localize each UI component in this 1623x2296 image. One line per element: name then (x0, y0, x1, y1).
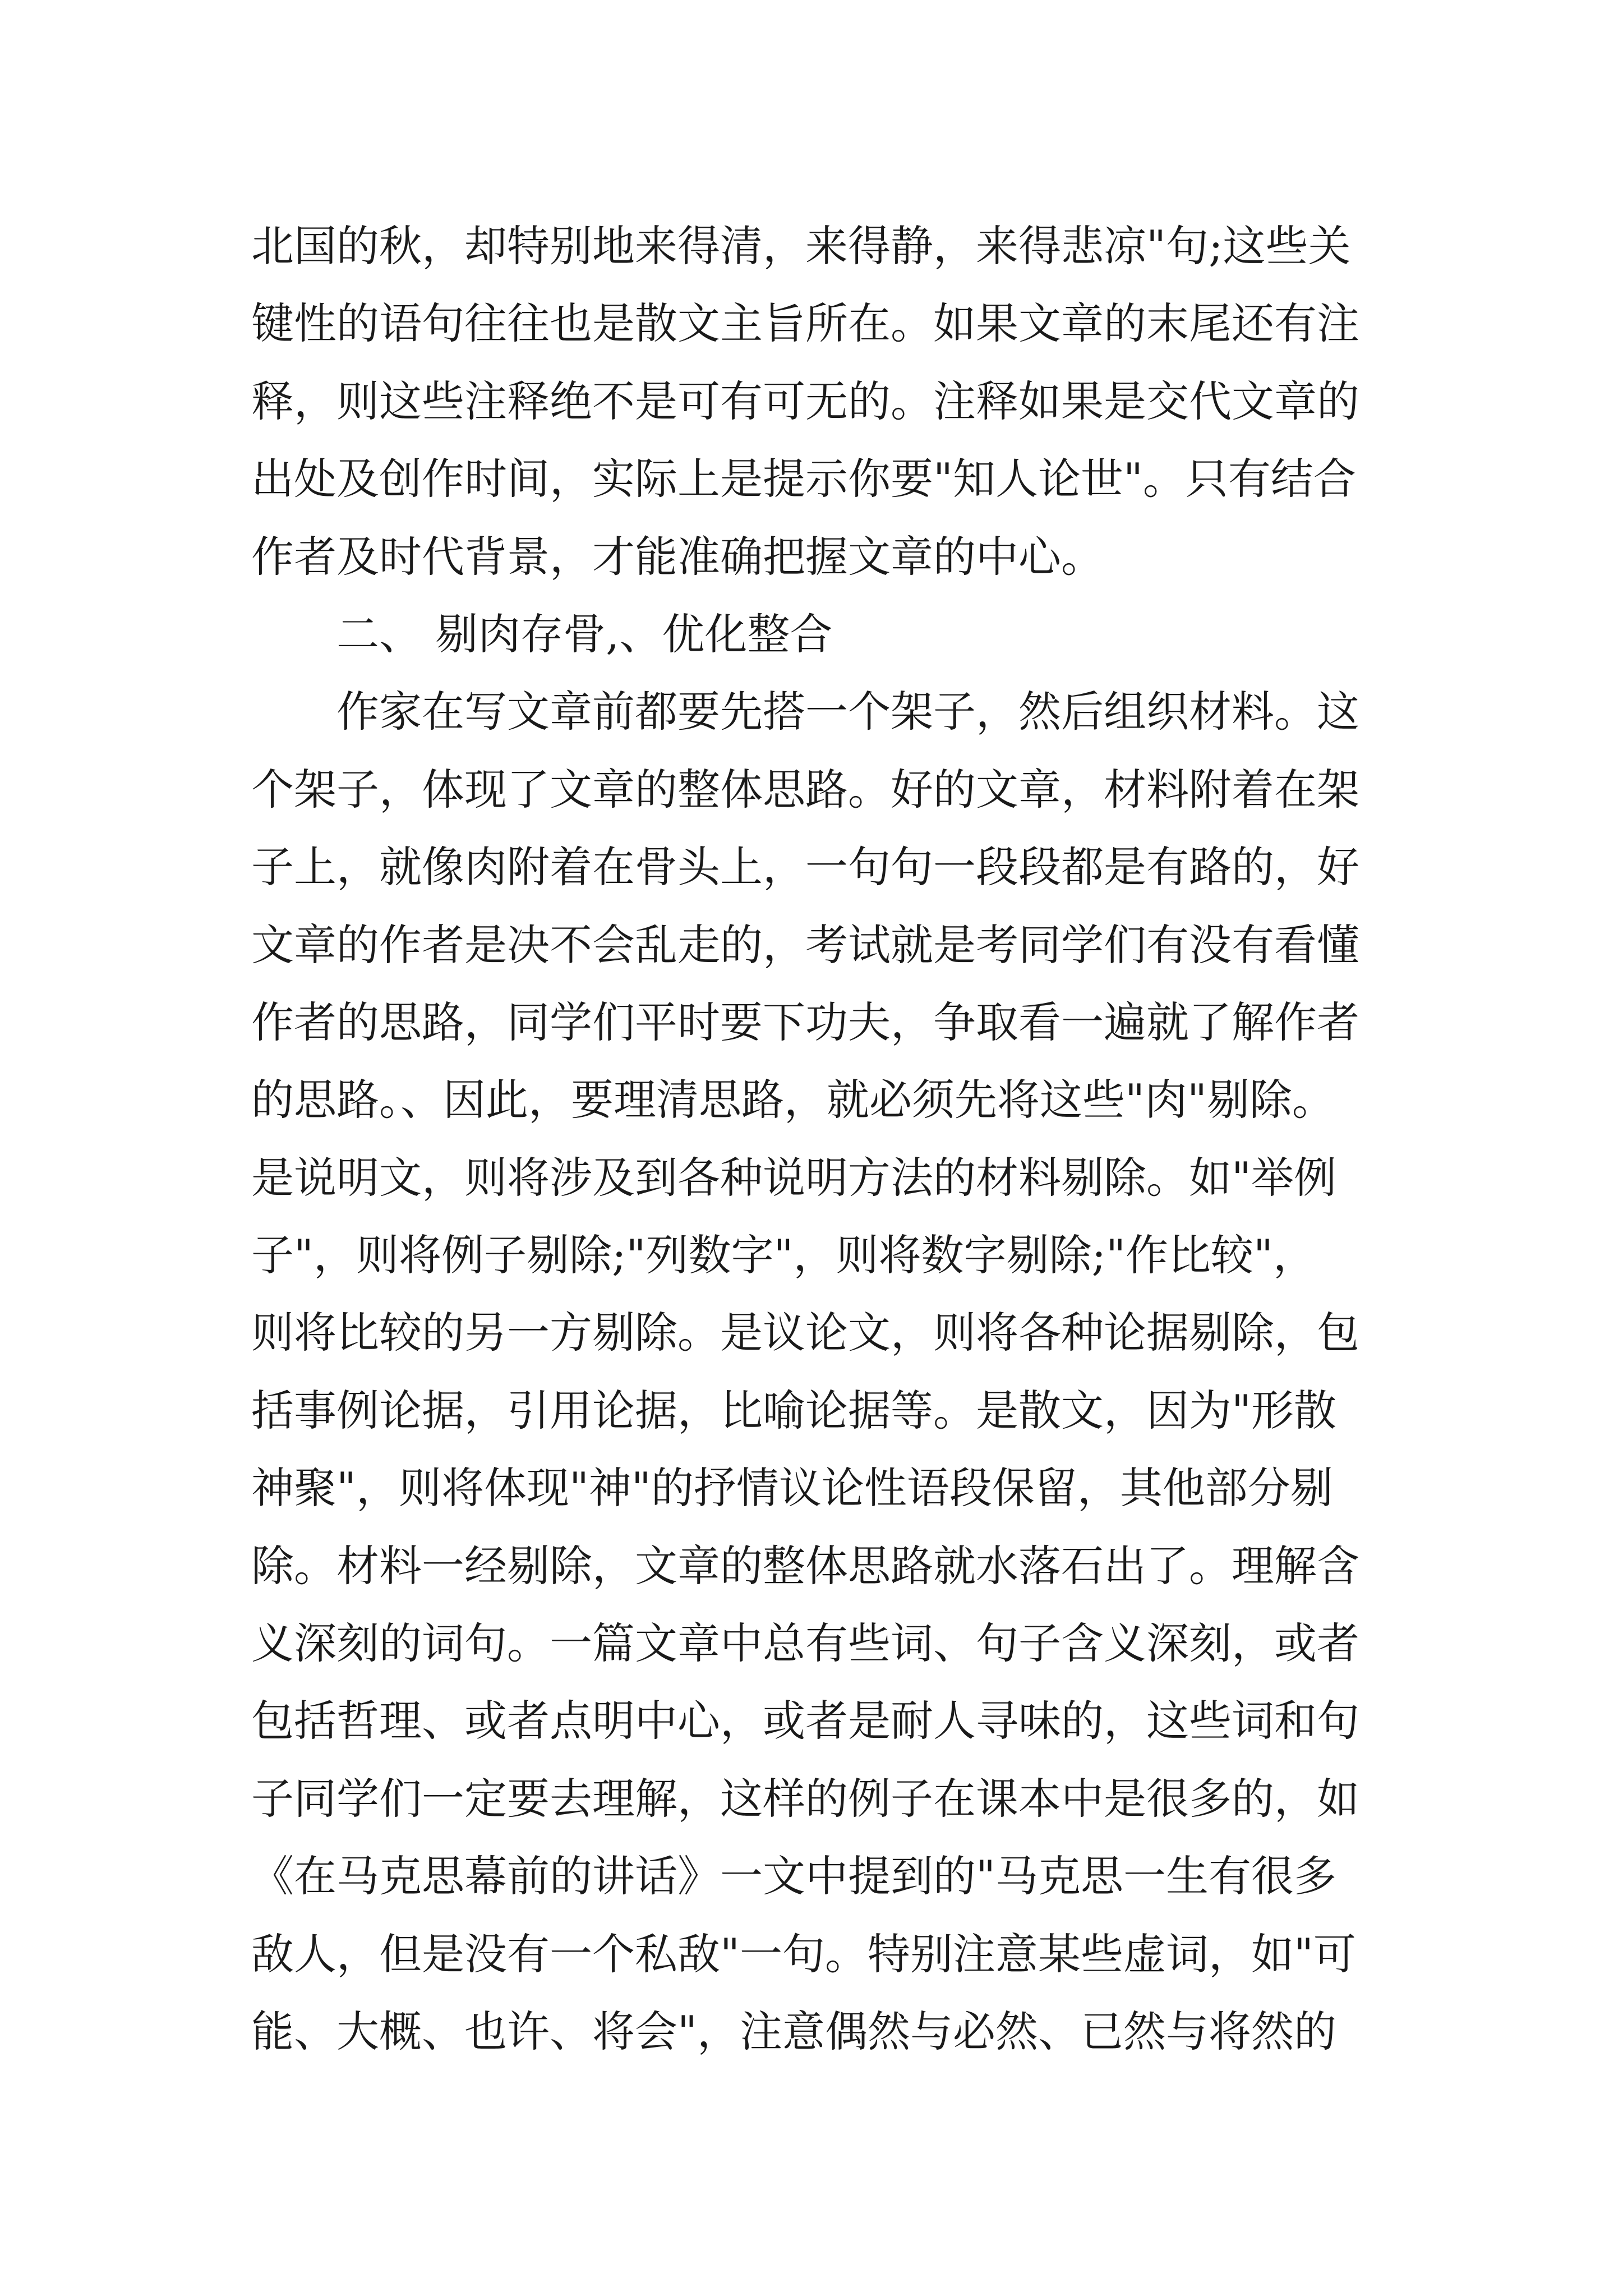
body-text (251, 208, 1395, 2070)
text-line: 《在马克思幕前的讲话》一文中提到的"马克思一生有很多 (251, 1851, 1336, 1902)
text-line: 括事例论据，引用论据，比喻论据等。是散文，因为"形散 (251, 1385, 1336, 1435)
text-line: 除。材料一经剔除，文章的整体思路就水落石出了。理解含 (251, 1540, 1359, 1591)
text-line: 敌人，但是没有一个私敌"一句。特别注意某些虚词，如"可 (251, 1929, 1356, 1979)
text-line: 是说明文，则将涉及到各种说明方法的材料剔除。如"举例 (251, 1152, 1336, 1203)
text-line: 文章的作者是决不会乱走的，考试就是考同学们有没有看懂 (251, 919, 1359, 970)
text-line: 则将比较的另一方剔除。是议论文，则将各种论据剔除，包 (251, 1308, 1359, 1358)
text-line: 作家在写文章前都要先搭一个架子，然后组织材料。这 (336, 687, 1359, 737)
text-line: 作者及时代背景，才能准确把握文章的中心。 (251, 531, 1104, 582)
text-line: 的思路。、因此，要理清思路，就必须先将这些"肉"剔除。 (251, 1075, 1335, 1125)
text-line: 子上，就像肉附着在骨头上，一句句一段段都是有路的，好 (251, 842, 1359, 892)
section-heading: 二、 剔肉存骨,、优化整合 (336, 609, 833, 659)
text-line: 子"，则将例子剔除;"列数字"，则将数字剔除;"作比较"， (251, 1230, 1316, 1281)
text-line: 包括哲理、或者点明中心，或者是耐人寻味的，这些词和句 (251, 1696, 1359, 1746)
text-line: 个架子，体现了文章的整体思路。好的文章，材料附着在架 (251, 764, 1359, 815)
text-line: 义深刻的词句。一篇文章中总有些词、句子含义深刻，或者 (251, 1618, 1359, 1669)
text-line: 作者的思路，同学们平时要下功夫，争取看一遍就了解作者 (251, 997, 1359, 1047)
text-line: 键性的语句往往也是散文主旨所在。如果文章的末尾还有注 (251, 298, 1359, 349)
text-line: 能、大概、也许、将会"，注意偶然与必然、已然与将然的 (251, 2006, 1336, 2056)
text-line: 神聚"，则将体现"神"的抒情议论性语段保留，其他部分剔 (251, 1463, 1333, 1513)
text-line: 出处及创作时间，实际上是提示你要"知人论世"。只有结合 (251, 454, 1356, 504)
text-line: 子同学们一定要去理解，这样的例子在课本中是很多的，如 (251, 1773, 1359, 1824)
text-line: 北国的秋，却特别地来得清，来得静，来得悲凉"句;这些关 (251, 221, 1351, 271)
text-line: 释，则这些注释绝不是可有可无的。注释如果是交代文章的 (251, 376, 1359, 426)
